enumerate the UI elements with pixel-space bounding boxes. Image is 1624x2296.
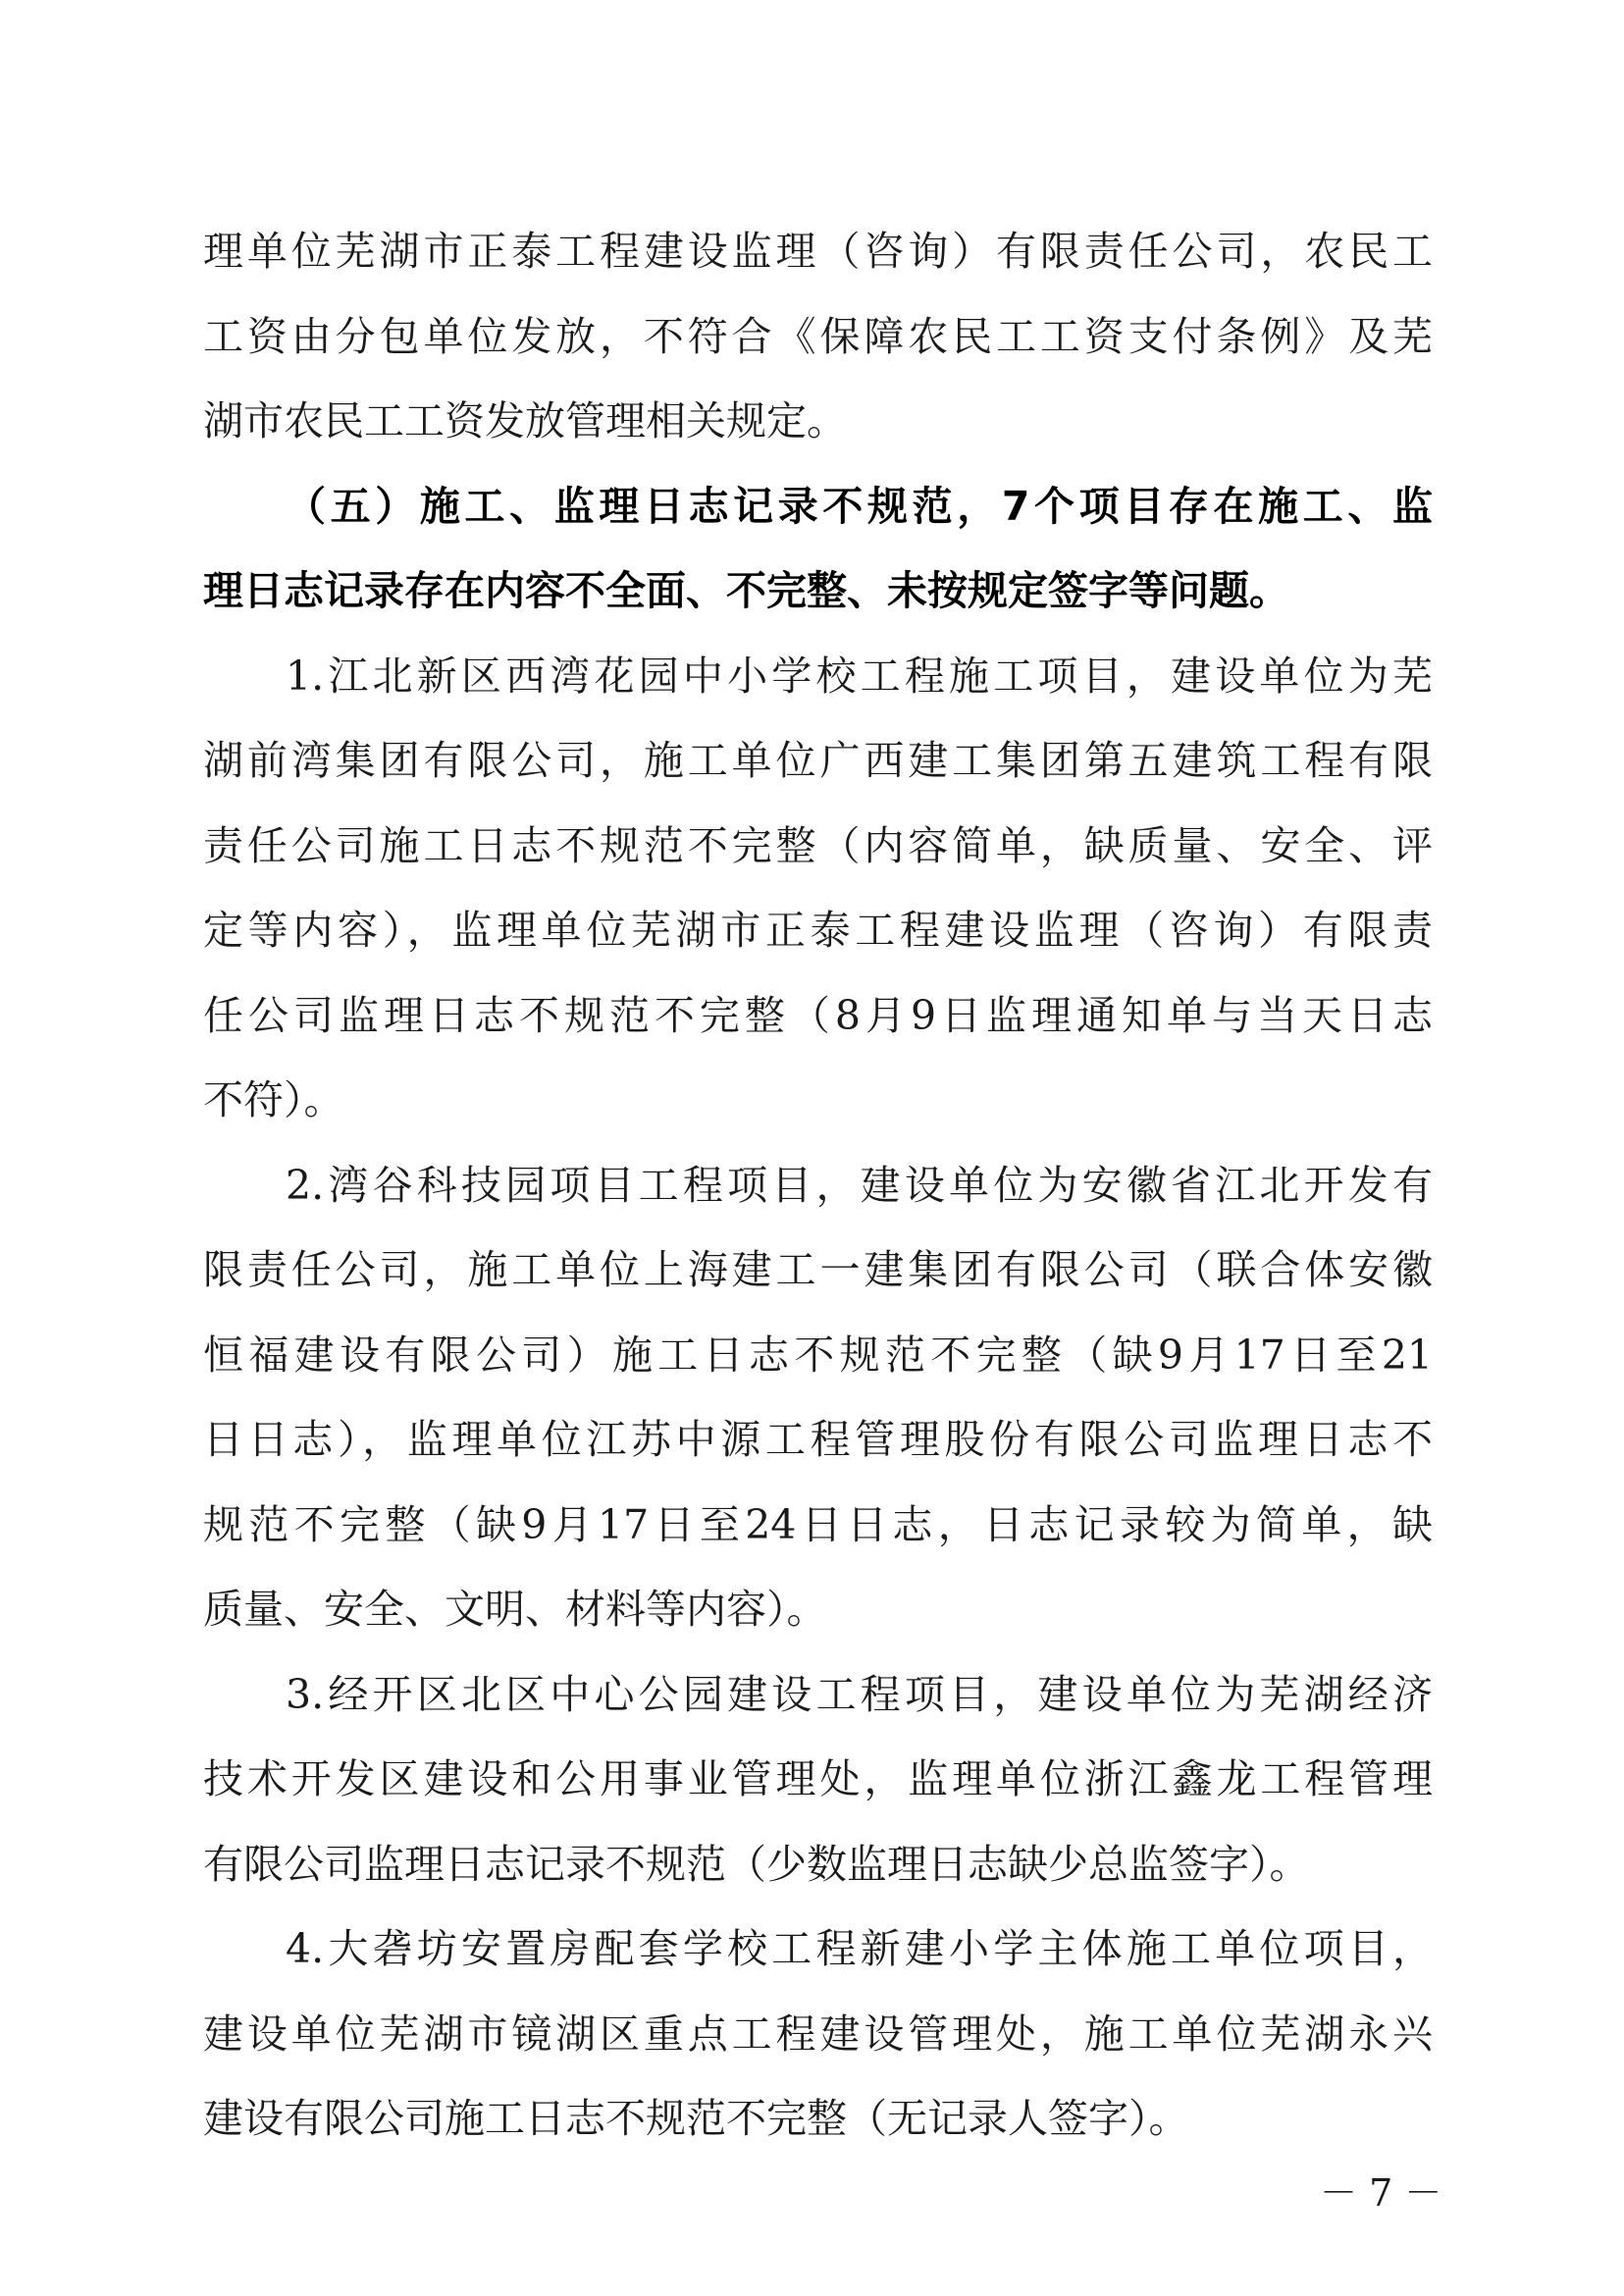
body-text-line: 恒福建设有限公司）施工日志不规范不完整（缺9月17日至21 <box>203 1331 1433 1379</box>
body-text-line: 有限公司监理日志记录不规范（少数监理日志缺少总监签字）。 <box>203 1841 1310 1888</box>
body-text-line: 2.湾谷科技园项目工程项目，建设单位为安徽省江北开发有 <box>286 1162 1433 1209</box>
body-text-line: 质量、安全、文明、材料等内容）。 <box>203 1586 827 1633</box>
body-text-line: 任公司监理日志不规范不完整（8月9日监理通知单与当天日志 <box>203 992 1433 1039</box>
body-text-line: 湖市农民工工资发放管理相关规定。 <box>203 397 847 444</box>
body-text-line: 技术开发区建设和公用事业管理处，监理单位浙江鑫龙工程管理 <box>203 1755 1433 1802</box>
body-text-line: 日日志），监理单位江苏中源工程管理股份有限公司监理日志不 <box>203 1416 1433 1463</box>
body-text-line: 建设有限公司施工日志不规范不完整（无记录人签字）。 <box>203 2095 1189 2142</box>
body-text-line: 限责任公司，施工单位上海建工一建集团有限公司（联合体安徽 <box>203 1246 1433 1293</box>
body-text-line: 定等内容），监理单位芜湖市正泰工程建设监理（咨询）有限责 <box>203 907 1433 954</box>
body-text-line: 责任公司施工日志不规范不完整（内容简单，缺质量、安全、评 <box>203 822 1433 869</box>
body-text-line: 不符）。 <box>203 1076 344 1123</box>
section-heading-line: 理日志记录存在内容不全面、不完整、未按规定签字等问题。 <box>203 567 1289 614</box>
body-text-line: 4.大砻坊安置房配套学校工程新建小学主体施工单位项目， <box>286 1925 1433 1972</box>
body-text-line: 规范不完整（缺9月17日至24日日志，日志记录较为简单，缺 <box>203 1501 1433 1548</box>
body-text-line: 工资由分包单位发放，不符合《保障农民工工资支付条例》及芜 <box>203 313 1433 360</box>
body-text-line: 湖前湾集团有限公司，施工单位广西建工集团第五建筑工程有限 <box>203 737 1433 784</box>
body-text-line: 建设单位芜湖市镜湖区重点工程建设管理处，施工单位芜湖永兴 <box>203 2010 1433 2058</box>
body-text-line: 3.经开区北区中心公园建设工程项目，建设单位为芜湖经济 <box>286 1671 1433 1718</box>
body-text-line: 1.江北新区西湾花园中小学校工程施工项目，建设单位为芜 <box>286 652 1433 700</box>
page-number: － 7 － <box>1320 2171 1442 2215</box>
section-heading-line: （五）施工、监理日志记录不规范，7个项目存在施工、监 <box>286 483 1433 530</box>
body-text-line: 理单位芜湖市正泰工程建设监理（咨询）有限责任公司，农民工 <box>203 228 1433 275</box>
